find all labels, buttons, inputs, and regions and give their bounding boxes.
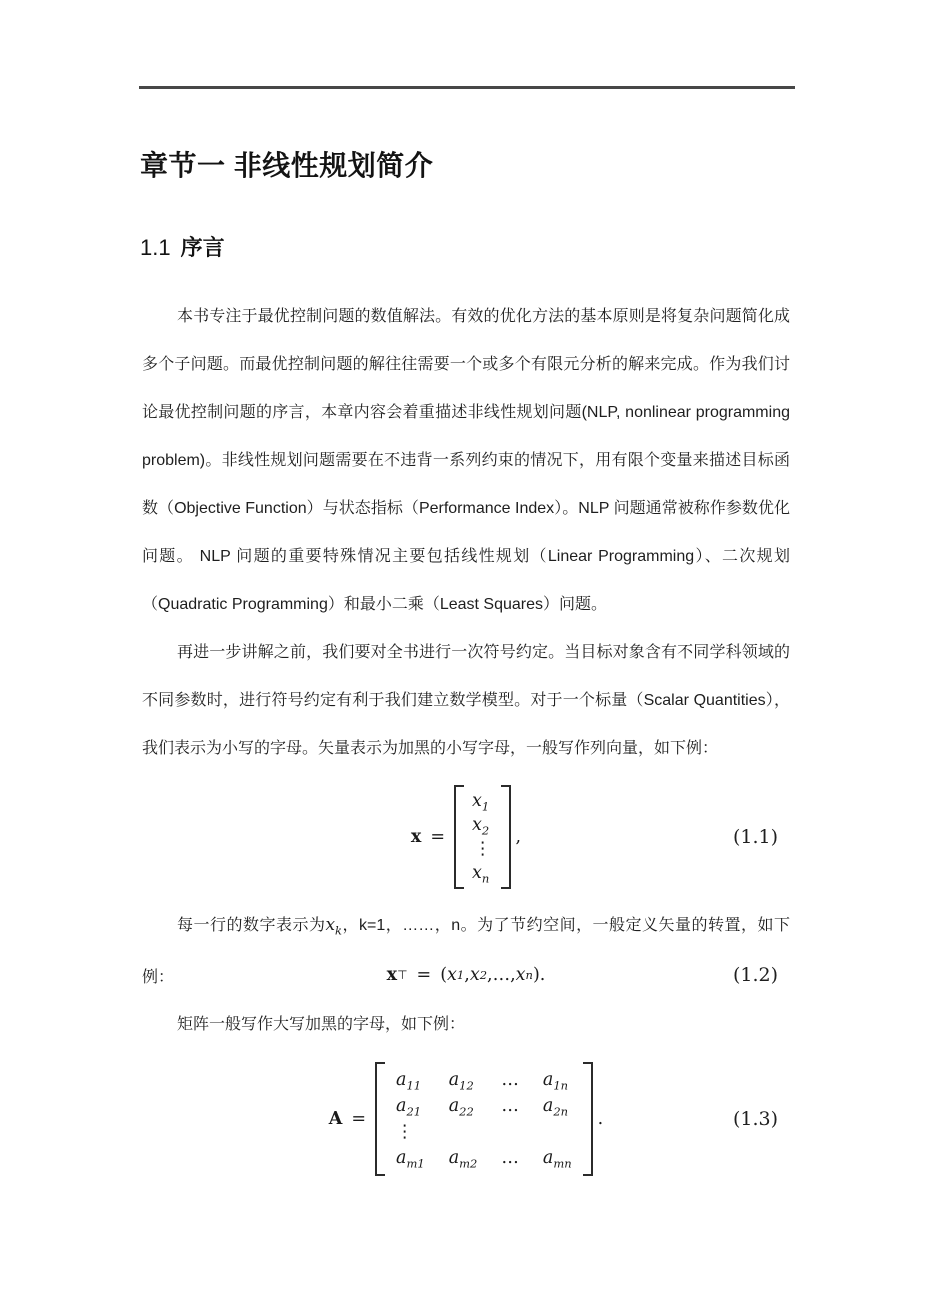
entry-base: a — [396, 1070, 407, 1090]
paragraph-line: 问题。 NLP 问题的重要特殊情况主要包括线性规划（Linear Programming）、二次规划 — [142, 548, 790, 565]
term-base: x — [469, 965, 480, 985]
entry-subscript: 1 — [481, 799, 490, 814]
matrix-entry — [449, 1093, 478, 1119]
matrix-entry — [396, 1067, 425, 1093]
left-bracket — [454, 785, 464, 889]
vector-entry — [472, 813, 492, 837]
entry-base: x — [472, 863, 482, 883]
equals-sign: = — [351, 1109, 367, 1129]
section-title: 序言 — [180, 235, 225, 260]
transpose-superscript: ⊤ — [397, 968, 408, 982]
matrix-entry — [449, 1145, 478, 1171]
entry-base: a — [448, 1148, 460, 1168]
close-paren: ). — [532, 965, 546, 985]
entry-base: x — [472, 791, 482, 811]
paragraph-line: problem)。非线性规划问题需要在不违背一系列约束的情况下，用有限个变量来描述目标函 — [142, 452, 790, 469]
matrix — [375, 1062, 593, 1176]
equals-sign: = — [416, 965, 432, 985]
trailing-period: . — [597, 1109, 604, 1129]
entry-subscript: 21 — [406, 1104, 422, 1119]
matrix-entry — [543, 1093, 572, 1119]
equals-sign: = — [430, 827, 446, 847]
paragraph-2 — [142, 629, 790, 773]
empty-cell — [449, 1119, 478, 1145]
entry-subscript: 11 — [406, 1078, 422, 1093]
matrix-entries — [385, 1062, 583, 1176]
term-subscript: 1 — [456, 968, 465, 982]
entry-subscript: 22 — [459, 1104, 474, 1119]
entry-subscript: m2 — [459, 1156, 478, 1171]
paragraph-line: 论最优控制问题的序言，本章内容会着重描述非线性规划问题(NLP, nonlinear programming — [142, 404, 790, 421]
entry-subscript: m1 — [406, 1156, 425, 1171]
separator: , — [464, 965, 470, 985]
entry-base: a — [542, 1070, 554, 1090]
empty-cell — [501, 1119, 519, 1145]
equation-number: (1.1) — [732, 826, 778, 848]
paragraph-line: 本书专注于最优控制问题的数值解法。有效的优化方法的基本原则是将复杂问题简化成 — [177, 308, 790, 325]
entry-subscript: 12 — [459, 1078, 474, 1093]
paragraph-line: 多个子问题。而最优控制问题的解往往需要一个或多个有限元分析的解来完成。作为我们讨 — [142, 356, 790, 373]
horizontal-dots: … — [501, 1096, 519, 1116]
vertical-dots: ⋮ — [396, 1122, 414, 1142]
paragraph-line: 我们表示为小写的字母。矢量表示为加黑的小写字母，一般写作列向量，如下例： — [142, 740, 719, 757]
math-subscript: k — [335, 923, 343, 938]
entry-subscript: mn — [553, 1156, 572, 1171]
paragraph-4-line: 矩阵一般写作大写加黑的字母，如下例： — [177, 1016, 466, 1033]
left-bracket — [375, 1062, 385, 1176]
section-number: 1.1 — [140, 235, 171, 260]
text-run: 每一行的数字表示为 — [177, 917, 326, 934]
vector-entry — [472, 861, 492, 885]
term-subscript: n — [525, 968, 533, 982]
entry-subscript: 2 — [481, 823, 490, 838]
open-paren: ( — [440, 965, 448, 985]
trailing-comma: , — [515, 827, 522, 847]
matrix-entry — [396, 1145, 425, 1171]
term-subscript: 2 — [479, 968, 488, 982]
vector-entry — [472, 789, 492, 813]
right-bracket — [501, 785, 511, 889]
entry-base: a — [542, 1148, 554, 1168]
vector-x-symbol: x — [386, 965, 398, 985]
entry-subscript: 1n — [553, 1078, 569, 1093]
ellipsis: … — [492, 965, 511, 985]
section-heading — [140, 233, 225, 263]
text-run: ，k=1，……，n。为了节约空间，一般定义矢量的转置，如下例： — [142, 917, 790, 987]
entry-base: x — [472, 815, 482, 835]
paragraph-line: （Quadratic Programming）和最小二乘（Least Squares）问题。 — [142, 596, 608, 613]
entry-subscript: 2n — [553, 1104, 569, 1119]
matrix-entry — [543, 1145, 572, 1171]
entry-subscript: n — [481, 871, 490, 886]
paragraph-line: 数（Objective Function）与状态指标（Performance Index）。NLP 问题通常被称作参数优化 — [142, 500, 790, 517]
body-text-column — [142, 293, 790, 1189]
vector-entries — [464, 785, 501, 889]
equation-number: (1.2) — [732, 964, 778, 986]
separator: , — [510, 965, 516, 985]
matrix-entry — [543, 1067, 572, 1093]
equation-1-2 — [142, 949, 790, 1001]
paragraph-line: 不同参数时，进行符号约定有利于我们建立数学模型。对于一个标量（Scalar Quantities）， — [142, 692, 790, 709]
vector-x-symbol: x — [410, 827, 422, 847]
entry-base: a — [396, 1148, 407, 1168]
horizontal-dots: … — [501, 1070, 519, 1090]
right-bracket — [583, 1062, 593, 1176]
vertical-dots: ⋮ — [474, 839, 492, 859]
equation-1-3 — [142, 1049, 790, 1189]
separator: , — [487, 965, 493, 985]
horizontal-dots: … — [501, 1148, 519, 1168]
equation-1-1 — [142, 773, 790, 901]
entry-base: a — [396, 1096, 407, 1116]
column-vector — [454, 785, 511, 889]
math-base: x — [325, 915, 336, 935]
empty-cell — [543, 1119, 572, 1145]
matrix-a-symbol: A — [328, 1109, 343, 1129]
entry-base: a — [542, 1096, 554, 1116]
paragraph-1 — [142, 293, 790, 629]
equation-number: (1.3) — [732, 1108, 778, 1130]
chapter-title: 章节一 非线性规划简介 — [140, 150, 434, 181]
entry-base: a — [448, 1070, 460, 1090]
header-rule — [139, 86, 795, 89]
term-base: x — [447, 965, 457, 985]
paragraph-line: 再进一步讲解之前，我们要对全书进行一次符号约定。当目标对象含有不同学科领域的 — [177, 644, 790, 661]
term-base: x — [515, 965, 526, 985]
matrix-entry — [396, 1093, 425, 1119]
inline-math-x-k — [325, 915, 343, 938]
matrix-entry — [449, 1067, 478, 1093]
entry-base: a — [448, 1096, 460, 1116]
